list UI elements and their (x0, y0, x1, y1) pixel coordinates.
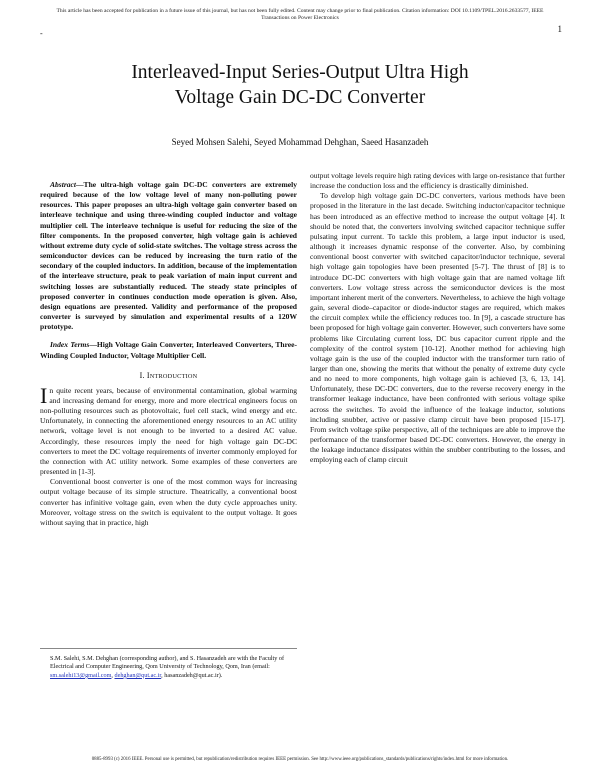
index-terms (40, 340, 297, 360)
left-column (40, 180, 297, 528)
author-list: Seyed Mohsen Salehi, Seyed Mohammad Dehghan, Saeed Hasanzadeh (171, 137, 429, 147)
intro-paragraph-3: To develop high voltage gain DC-DC converters, various methods have been proposed in the literature in the last decade. Switching inductor/capacitor technique has been introduced as an effective method to increase the output voltage [4]. It should be noted that, the converters involving switched capacitor technique suffer pulsating input current. To tackle this problem, a large input inductor is used, although it increases dynamic response of the converter. Also, by combining conventional boost converter with switched capacitor/inductor technique, several high voltage gain topologies have been presented [5-7]. The thrust of [8] is to introduce DC-DC converters with high voltage gain that are named voltage lift converters. Low voltage stress across the semiconductor devices is the most important inherent merit of the converters. Nevertheless, to achieve the high voltage gain, several diode–capacitor or diode-inductor stages are required, which makes the circuit complex while the efficiency reduces too. In [9], a cascade structure has been proposed for high voltage gain converter. However, such converters have some problems like Circulating current loss, DC bus capacitor current ripple and the complexity of the control system [10-12]. Another method for achieving high voltage gain is the use of the coupled inductor with the transformer turn ratio of larger than one, showing the merits that without the penalty of extreme duty cycle and no need to more components, high voltage gain is achieved [3, 6, 13, 14]. Unfortunately, these DC-DC converters, due to the reverse recovery energy in the transformer leakage inductance, have been confronted with serious voltage spike across the switches. To avoid the influence of the leakage inductor, solutions including snubber, active or passive clamp circuit have been proposed [15-17]. From switch voltage spike perspective, all of the techniques are able to improve the performance of the transformer based DC-DC converters. However, the energy in the leakage inductance dissipates within the snubber contributing to the losses, and employing each of clamp circuit (310, 191, 565, 465)
email-link-dehghan[interactable]: dehghan@qut.ac.ir (114, 671, 162, 679)
drop-cap: I (40, 382, 48, 408)
intro-paragraph-1 (40, 382, 297, 477)
footnote-text (40, 655, 297, 680)
page-number: 1 (557, 24, 562, 34)
copyright-notice: 0885-8993 (c) 2016 IEEE. Personal use is permitted, but republication/redistribution requires IEEE permission. See http://www.ieee.org/publications_standards/publications/rights/index.html for more information. (91, 757, 509, 762)
section-title-rest: NTRODUCTION (149, 372, 198, 380)
title-line-1: Interleaved-Input Series-Output Ultra High (131, 62, 469, 83)
intro-paragraph-2: Conventional boost converter is one of the most common ways for increasing output voltage because of its simple structure. Theatrically, a conventional boost converter has infinitive voltage gain, even when the duty cycle approaches unity. Moreover, voltage stress on the switch is equivalent to the output voltage. It goes without saying that in practice, high (40, 477, 297, 527)
journal-notice-header (0, 8, 600, 22)
intro-paragraph-1-text: n quite recent years, because of environmental contamination, global warming and increasing demand for energy, more and more electrical engineers focus on non-polluting resources such as photovoltaic, fuel cell stack, wind energy and etc. Unfortunately, in connecting the aforementioned energy resources to an AC utility network, voltage level is not enough to be inverted to a desired AC value. Accordingly, these resources imply the need for high voltage gain DC-DC converters to meet the DC voltage requirements of inverter commonly employed for the connection with AC utility network. Some examples of these converters are presented in [1-3]. (40, 385, 297, 477)
author-footnote (40, 648, 297, 680)
footnote-separator: , (111, 671, 115, 679)
paper-title (40, 60, 560, 110)
section-title-initial: I (146, 370, 150, 380)
footnote-affiliation: S.M. Salehi, S.M. Dehghan (corresponding author), and S. Hasanzadeh are with the Faculty of Electrical and Computer Engineering, Qom University of Technology, Qom, Iran (email: (50, 655, 285, 671)
abstract-text: —The ultra-high voltage gain DC-DC converters are extremely required because of the low voltage level of many non-polluting power resources. This paper proposes an ultra-high voltage gain converter based on interleave technique and using three-winding coupled inductor and voltage multiplier cell. The interleave technique is useful for reducing the size of the filter components. In the proposed converter, high voltage gain is achieved without extreme duty cycle of solid-state switches. The voltage stress across the semiconductor devices can be reduced by increasing the turn ratio of the secondary of the coupled inductors. In addition, because of the implementation of the interleave structure, peak to peak variation of main input current and switching losses are substantially reduced. The steady state principles of proposed converter in continues conduction mode operation is given. Also, design equations are presented. Validity and performance of the proposed converter is surveyed by simulation and experimental results of a 120W prototype. (40, 180, 297, 332)
intro-paragraph-2-continued: output voltage levels require high rating devices with large on-resistance that further increase the conduction loss and the efficiency is drastically diminished. (310, 171, 565, 191)
right-column (310, 171, 565, 466)
index-terms-text: —High Voltage Gain Converter, Interleaved Converters, Three-Winding Coupled Inductor, Voltage Multiplier Cell. (40, 340, 297, 360)
footnote-end: , hasanzadeh@qut.ac.ir). (161, 671, 223, 679)
section-heading-introduction (40, 371, 297, 382)
email-link-salehi[interactable]: sm.salehi13@gmail.com (50, 671, 112, 679)
abstract-label: Abstract (50, 180, 76, 189)
header-dash: - (40, 29, 43, 38)
notice-line-2: Transactions on Power Electronics (261, 15, 339, 21)
title-line-2: Voltage Gain DC-DC Converter (174, 87, 426, 108)
notice-line-1: This article has been accepted for publication in a future issue of this journal, but has not been fully edited. Content may change prior to final publication. Citation information: DOI 10.1109/TPEL.2016.2633577, IEEE (56, 8, 544, 14)
index-terms-label: Index Terms (50, 340, 90, 350)
section-numeral: I. (139, 370, 145, 380)
abstract (40, 180, 297, 332)
